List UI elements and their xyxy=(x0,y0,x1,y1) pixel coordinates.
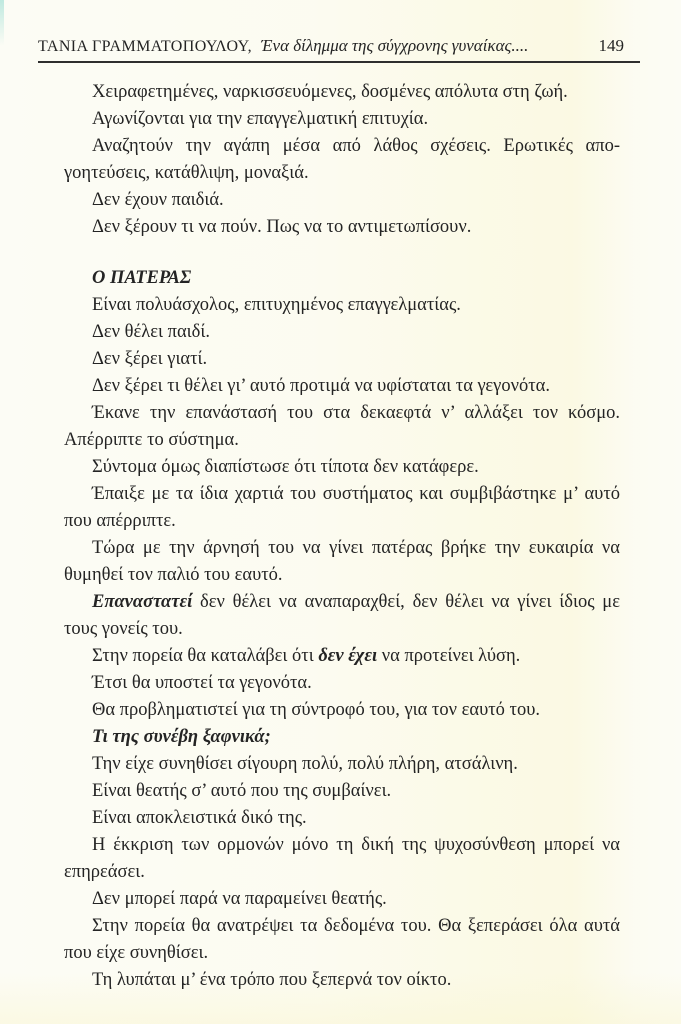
paragraph xyxy=(64,187,620,214)
running-header xyxy=(38,36,640,63)
paragraph xyxy=(64,643,620,670)
body-text: Έτσι θα υποστεί τα γεγονότα. xyxy=(92,673,312,693)
running-header-title: Ένα δίλημμα της σύγχρονης γυναίκας.... xyxy=(261,36,529,55)
paragraph xyxy=(64,535,620,589)
paragraph xyxy=(64,778,620,805)
paragraph xyxy=(64,913,620,967)
paragraph xyxy=(64,214,620,241)
emphasized-text: Τι της συνέβη ξαφνικά; xyxy=(92,727,271,747)
body-text: Θα προβληματιστεί για τη σύντροφό του, για τον εαυτό του. xyxy=(92,700,541,720)
paragraph xyxy=(64,454,620,481)
paragraph xyxy=(64,967,620,994)
paragraph xyxy=(64,319,620,346)
running-header-author: ΤΑΝΙΑ ΓΡΑΜΜΑΤΟΠΟΥΛΟΥ, xyxy=(38,38,252,55)
paragraph xyxy=(64,106,620,133)
paragraph xyxy=(64,886,620,913)
paragraph xyxy=(64,133,620,187)
body-text: Δεν ξέρει γιατί. xyxy=(92,349,208,369)
body-text: Δεν ξέρει τι θέλει γι’ αυτό προτιμά να υφίσταται τα γεγονότα. xyxy=(92,376,550,396)
paragraph xyxy=(64,481,620,535)
body-text: Την είχε συνηθίσει σίγουρη πολύ, πολύ πλήρη, ατσάλινη. xyxy=(92,754,518,774)
paragraph xyxy=(64,589,620,643)
paragraph xyxy=(64,373,620,400)
paragraph xyxy=(64,292,620,319)
body-text: Έπαιξε με τα ίδια χαρτιά του συστήματος και συμβιβάστηκε μ’ αυτό που απέρριπτε. xyxy=(64,484,620,531)
page-number: 149 xyxy=(598,36,624,55)
body-text: Η έκκριση των ορμονών μόνο τη δική της ψυχοσύνθεση μπορεί να επηρεάσει. xyxy=(64,835,620,882)
page-body xyxy=(64,79,620,994)
body-text: Χειραφετημένες, ναρκισσευόμενες, δοσμένες απόλυτα στη ζωή. xyxy=(92,82,568,102)
body-text: Είναι πολυάσχολος, επιτυχημένος επαγγελματίας. xyxy=(92,295,461,315)
body-text: Είναι αποκλειστικά δικό της. xyxy=(92,808,307,828)
body-text: Δεν θέλει παιδί. xyxy=(92,322,210,342)
body-text: Είναι θεατής σ’ αυτό που της συμβαίνει. xyxy=(92,781,392,801)
paragraph xyxy=(64,697,620,724)
paragraph xyxy=(64,805,620,832)
body-text: Δεν έχουν παιδιά. xyxy=(92,190,224,210)
paragraph xyxy=(64,400,620,454)
body-text: Τώρα με την άρνησή του να γίνει πατέρας βρήκε την ευκαιρία να θυμηθεί τον παλιό του εαυτό. xyxy=(64,538,620,585)
body-text: Σύντομα όμως διαπίστωσε ότι τίποτα δεν κατάφερε. xyxy=(92,457,479,477)
body-text: Αγωνίζονται για την επαγγελματική επιτυχία. xyxy=(92,109,429,129)
paragraph xyxy=(64,670,620,697)
paragraph xyxy=(64,724,620,751)
body-text: να προτείνει λύση. xyxy=(377,646,521,666)
body-text: Στην πορεία θα καταλάβει ότι xyxy=(92,646,319,666)
emphasized-text: δεν έχει xyxy=(318,646,378,666)
paragraph xyxy=(64,751,620,778)
body-text: Δεν μπορεί παρά να παραμείνει θεατής. xyxy=(92,889,387,909)
paragraph xyxy=(64,832,620,886)
body-text: Δεν ξέρουν τι να πούν. Πως να το αντιμετωπίσουν. xyxy=(92,217,472,237)
body-text: Στην πορεία θα ανατρέψει τα δεδομένα του. Θα ξεπεράσει όλα αυτά που είχε συνηθίσει. xyxy=(64,916,620,963)
section-heading: Ο ΠΑΤΕΡΑΣ xyxy=(92,268,192,288)
paragraph xyxy=(64,346,620,373)
body-text: Αναζητούν την αγάπη μέσα από λάθος σχέσεις. Ερωτικές απογοητεύσεις, κατάθλιψη, μοναξιά. xyxy=(64,136,620,183)
body-text: Τη λυπάται μ’ ένα τρόπο που ξεπερνά τον οίκτο. xyxy=(92,970,452,990)
scan-edge-artifact xyxy=(0,0,4,46)
paragraph xyxy=(64,79,620,106)
emphasized-text: Επαναστατεί xyxy=(92,592,193,612)
body-text: δεν θέλει να αναπαραχθεί, δεν θέλει να γίνει ίδιος με τους γονείς του. xyxy=(64,592,620,639)
body-text: Έκανε την επανάστασή του στα δεκαεφτά ν’ αλλάξει τον κόσμο. Απέρριπτε το σύστημα. xyxy=(64,403,620,450)
